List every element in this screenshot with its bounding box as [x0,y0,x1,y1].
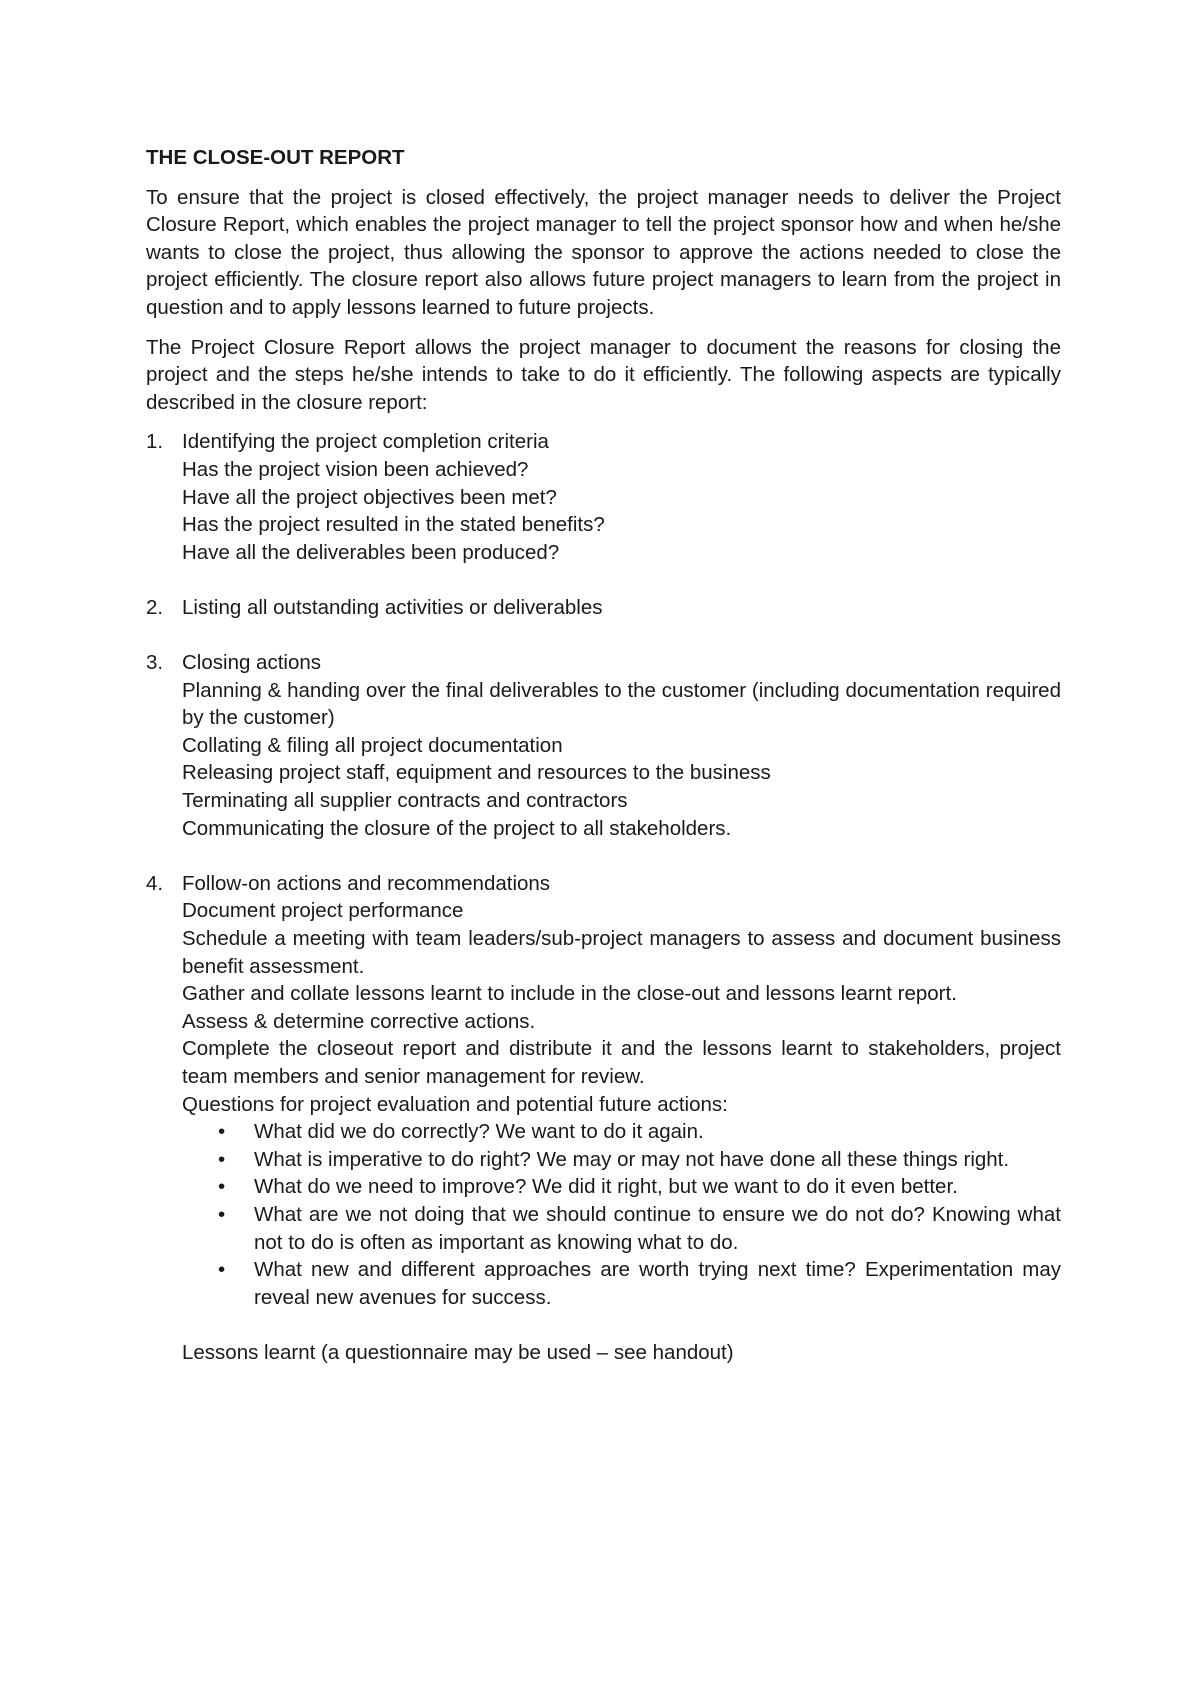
section-line: Gather and collate lessons learnt to include in the close-out and lessons learnt report. [182,982,957,1006]
document-title: THE CLOSE-OUT REPORT [146,146,405,169]
section-closing-actions [146,649,1061,842]
section-line: Assess & determine corrective actions. [182,1009,536,1033]
evaluation-questions-list [182,1118,1061,1311]
section-line: Releasing project staff, equipment and resources to the business [182,761,771,785]
section-number: 3. [146,651,164,675]
list-item-text: What are we not doing that we should continue to ensure we do not do? Knowing what not to do is often as important as knowing what to do. [254,1202,1061,1254]
list-item [182,1146,1061,1174]
list-item-text: What do we need to improve? We did it right, but we want to do it even better. [254,1175,958,1199]
section-heading: Closing actions [182,651,322,675]
list-item-text: What did we do correctly? We want to do it again. [254,1120,704,1144]
section-number: 1. [146,430,164,454]
section-follow-on-actions [146,870,1061,1367]
bullet-icon: • [218,1120,226,1144]
section-heading: Follow-on actions and recommendations [182,871,551,895]
section-number: 4. [146,871,164,895]
section-line: Terminating all supplier contracts and contractors [182,789,628,813]
document-page [146,144,1061,1394]
bullet-icon: • [218,1147,226,1171]
section-heading: Identifying the project completion criteria [182,430,549,454]
bullet-icon: • [218,1202,226,1226]
list-item-text: What is imperative to do right? We may or may not have done all these things right. [254,1147,1010,1171]
section-line: Complete the closeout report and distribute it and the lessons learnt to stakeholders, project team members and senior management for review. [182,1037,1061,1088]
bullet-icon: • [218,1175,226,1199]
section-line: Schedule a meeting with team leaders/sub-project managers to assess and document business benefit assessment. [182,927,1061,978]
list-item-text: What new and different approaches are worth trying next time? Experimentation may reveal new avenues for success. [254,1258,1061,1309]
section-line: Questions for project evaluation and potential future actions: [182,1092,728,1116]
list-item [182,1201,1061,1256]
section-heading: Listing all outstanding activities or deliverables [182,595,603,619]
closure-report-paragraph: The Project Closure Report allows the project manager to document the reasons for closing the project and the steps he/she intends to take to do it efficiently. The following aspects are typically described in the closure report: [146,335,1061,414]
lessons-learnt-line: Lessons learnt (a questionnaire may be used – see handout) [182,1340,734,1364]
section-line: Have all the deliverables been produced? [182,540,560,564]
intro-paragraph: To ensure that the project is closed effectively, the project manager needs to deliver the Project Closure Report, which enables the project manager to tell the project sponsor how and when he/she wants to close the project, thus allowing the sponsor to approve the actions needed to close the project efficiently. The closure report also allows future project managers to learn from the project in question and to apply lessons learned to future projects. [146,185,1061,319]
section-line: Have all the project objectives been met? [182,485,557,509]
section-completion-criteria [146,428,1061,566]
section-line: Collating & filing all project documentation [182,733,563,757]
section-line: Planning & handing over the final deliverables to the customer (including documentation required by the customer) [182,678,1061,730]
section-line: Document project performance [182,899,464,923]
bullet-icon: • [218,1258,226,1282]
list-item [182,1173,1061,1201]
section-line: Has the project resulted in the stated benefits? [182,513,605,537]
section-line: Communicating the closure of the project to all stakeholders. [182,816,732,840]
section-outstanding-activities [146,594,1061,622]
section-number: 2. [146,595,164,619]
list-item [182,1118,1061,1146]
list-item [182,1256,1061,1311]
section-line: Has the project vision been achieved? [182,457,529,481]
